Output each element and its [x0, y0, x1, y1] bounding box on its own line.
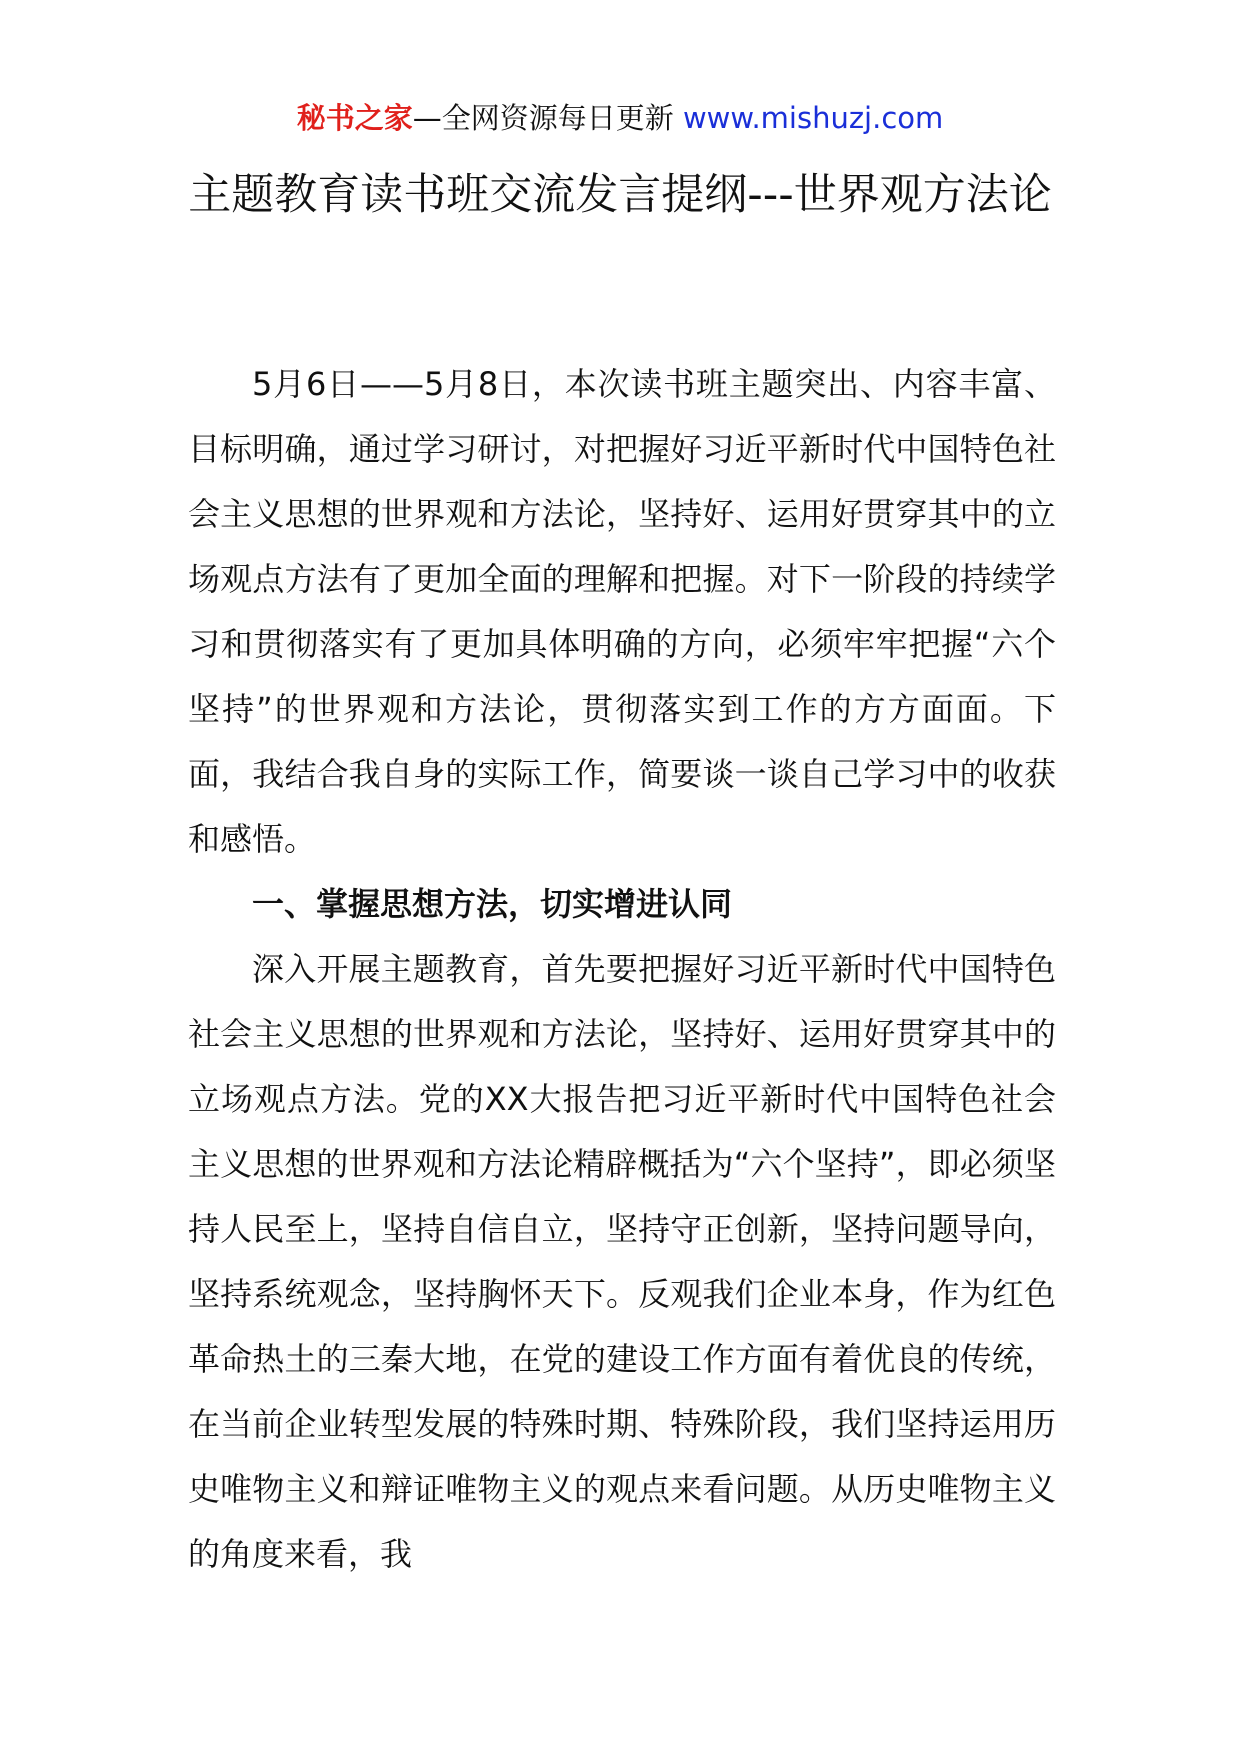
document-body	[188, 352, 1056, 1587]
site-header	[0, 98, 1240, 138]
site-url-link[interactable]: www.mishuzj.com	[682, 101, 944, 135]
section-heading-1: 一、掌握思想方法，切实增进认同	[252, 885, 733, 923]
document-title: 主题教育读书班交流发言提纲---世界观方法论	[188, 170, 1052, 220]
brand-name: 秘书之家	[296, 101, 413, 135]
header-tagline: —全网资源每日更新	[412, 101, 674, 135]
intro-paragraph: 5月6日——5月8日，本次读书班主题突出、内容丰富、目标明确，通过学习研讨，对把握好习近平新时代中国特色社会主义思想的世界观和方法论，坚持好、运用好贯穿其中的立场观点方法有了更加全面的理解和把握。对下一阶段的持续学习和贯彻落实有了更加具体明确的方向，必须牢牢把握“六个坚持”的世界观和方法论，贯彻落实到工作的方方面面。下面，我结合我自身的实际工作，简要谈一谈自己学习中的收获和感悟。	[188, 365, 1056, 858]
section-1-paragraph: 深入开展主题教育，首先要把握好习近平新时代中国特色社会主义思想的世界观和方法论，坚持好、运用好贯穿其中的立场观点方法。党的XX大报告把习近平新时代中国特色社会主义思想的世界观和方法论精辟概括为“六个坚持”，即必须坚持人民至上，坚持自信自立，坚持守正创新，坚持问题导向，坚持系统观念，坚持胸怀天下。反观我们企业本身，作为红色革命热土的三秦大地，在党的建设工作方面有着优良的传统，在当前企业转型发展的特殊时期、特殊阶段，我们坚持运用历史唯物主义和辩证唯物主义的观点来看问题。从历史唯物主义的角度来看，我	[188, 950, 1056, 1573]
